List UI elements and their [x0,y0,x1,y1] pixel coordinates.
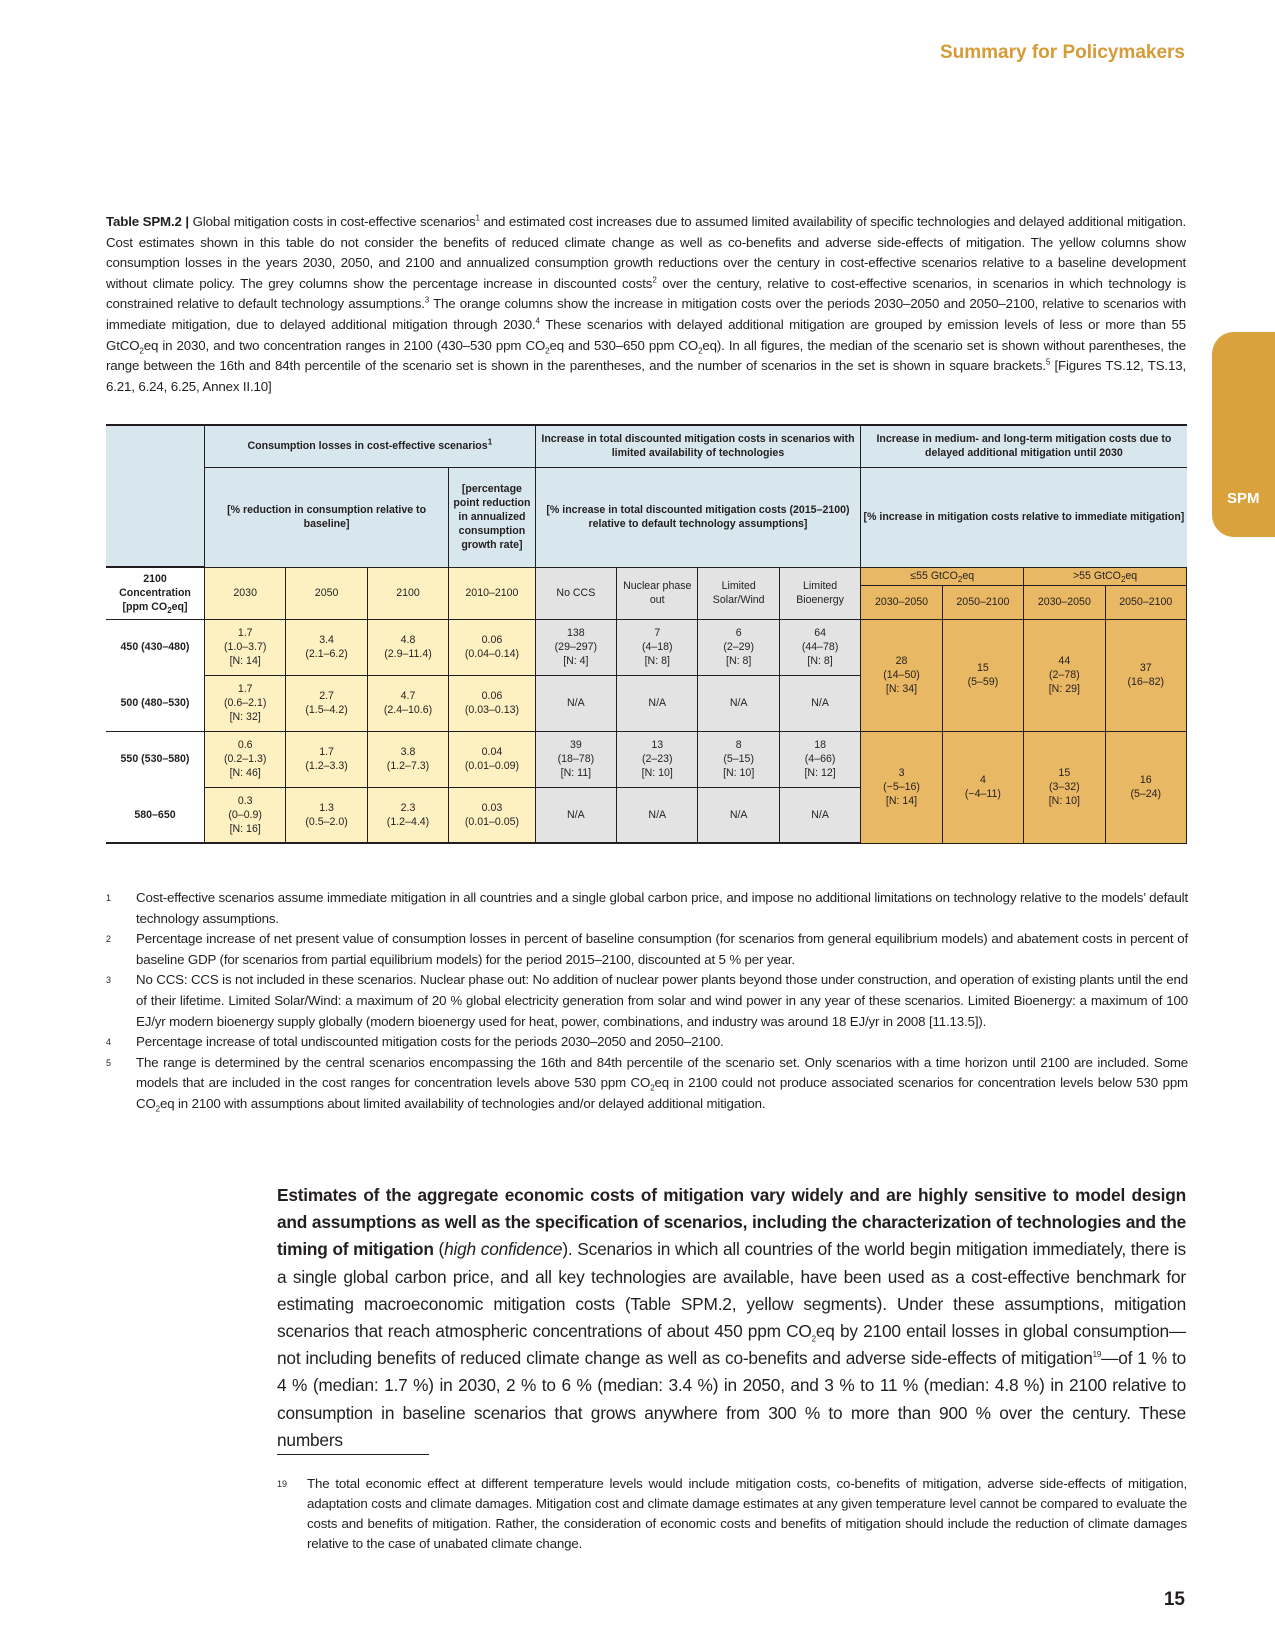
spm-tab-label: SPM [1227,490,1260,507]
footnote-text: Percentage increase of net present value of consumption losses in percent of baseline consumption (for scenarios from general equilibrium models) and abatement costs in percent of baseline GDP (for scenarios from partial equilibrium models) for the period 2015–2100, discounted at 5 % per year. [136,931,1188,967]
cell-2100: 4.8 (2.9–11.4) [367,619,448,675]
cell-2100: 2.3 (1.2–4.4) [367,787,448,843]
col-solar-wind: Limited Solar/Wind [698,567,779,619]
cell-solar-wind: 6 (2–29) [N: 8] [698,619,779,675]
group-text: >55 GtCO [1072,570,1121,582]
body-text: ). Scenarios in which all countries of the world begin mitigation immediately, there is a single global carbon price, and all key technologies are available, have been used as a cost-effective benchmark for estimating macroeconomic mitigation costs (Table SPM.2, yellow segments). Under these assumptions, mitigation scenarios that reach atmospheric concentrations of about 450 ppm CO [277,1239,1186,1342]
cell-2050: 1.3 (0.5–2.0) [286,787,367,843]
cell-2030: 1.7 (0.6–2.1) [N: 32] [204,675,285,731]
footnote-number: 2 [106,934,111,945]
page-footnote [277,1474,1187,1554]
footnote-number: 19 [277,1479,288,1489]
subheader-growth: [percentage point reduction in annualized consumption growth rate] [449,467,535,567]
cell-bioenergy: 64 (44–78) [N: 8] [779,619,860,675]
caption-label: Table SPM.2 | [106,214,189,229]
cell-solar-wind: N/A [698,787,779,843]
concentration-header [106,567,204,619]
row-label: 450 (430–480) [106,619,204,675]
cell-delay-high-2030-2050: 44 (2–78) [N: 29] [1024,619,1105,731]
cell-delay-low-2050-2100: 15 (5–59) [942,619,1023,731]
body-bold-lead: Estimates of the aggregate economic costs of mitigation vary widely and are highly sensitive to model design and assumptions as well as the specification of scenarios, including the characterization of technologies and the timing of mitigation [277,1185,1186,1260]
col-2010-2100: 2010–2100 [449,567,535,619]
cell-2050: 2.7 (1.5–4.2) [286,675,367,731]
cell-delay-high-2050-2100: 37 (16–82) [1105,619,1186,731]
header-consumption-group [204,425,535,467]
cell-no-ccs: 138 (29–297) [N: 4] [535,619,616,675]
cell-no-ccs: N/A [535,787,616,843]
footnote-text: eq in 2100 with assumptions about limited availability of technologies and/or delayed additional mitigation. [159,1095,766,1111]
caption-sub: 2 [139,346,144,356]
body-footnote-ref: 19 [1092,1350,1102,1360]
cell-growth: 0.06 (0.04–0.14) [449,619,535,675]
caption-sub: 2 [545,346,550,356]
cell-solar-wind: N/A [698,675,779,731]
footnote-sub: 2 [650,1084,655,1093]
body-italic: high confidence [444,1239,563,1260]
table-row [106,731,1187,787]
caption-sup: 3 [424,295,430,305]
footnote [106,1032,1188,1053]
cell-nuclear: N/A [617,675,698,731]
col-2100: 2100 [367,567,448,619]
cell-delay-low-2030-2050: 28 (14–50) [N: 34] [861,619,942,731]
mitigation-costs-table [106,424,1187,844]
cell-2100: 4.7 (2.4–10.6) [367,675,448,731]
body-sub: 2 [811,1334,816,1344]
cell-2050: 1.7 (1.2–3.3) [286,731,367,787]
table-row [106,619,1187,675]
cell-2100: 3.8 (1.2–7.3) [367,731,448,787]
body-text: —of 1 % to 4 % (median: 1.7 %) in 2030, 2 % to 6 % (median: 3.4 %) in 2050, and 3 % to 11 % (median: 4.8 %) in 2100 relative to consumption in baseline scenarios that grows anywhere from 300 % to more than 900 % over the century. These numbers [277,1348,1186,1450]
row-label: 500 (480–530) [106,675,204,731]
cell-nuclear: N/A [617,787,698,843]
concentration-text: eq] [171,601,188,614]
cell-2050: 3.4 (2.1–6.2) [286,619,367,675]
body-text: eq by 2100 entail losses in global consumption—not including benefits of reduced climate change as well as co-benefits and adverse side-effects of mitigation [277,1321,1186,1369]
cell-bioenergy: N/A [779,675,860,731]
footnote [106,970,1188,1032]
cell-growth: 0.03 (0.01–0.05) [449,787,535,843]
caption-text: eq in 2030, and two concentration ranges in 2100 (430–530 ppm CO [143,337,546,353]
header-technology-group: Increase in total discounted mitigation costs in scenarios with limited availability of technologies [535,425,861,467]
col-bioenergy: Limited Bioenergy [779,567,860,619]
caption-text: eq and 530–650 ppm CO [549,337,699,353]
footnote [106,1053,1188,1115]
group-sub: 2 [957,575,963,585]
footnote [106,929,1188,970]
subheader-consumption: [% reduction in consumption relative to baseline] [204,467,448,567]
footnote-sub: 2 [155,1104,160,1114]
cell-delay-high-2030-2050: 15 (3–32) [N: 10] [1024,731,1105,843]
subheader-technology: [% increase in total discounted mitigation costs (2015–2100) relative to default technology assumptions] [535,467,861,567]
cell-bioenergy: 18 (4–66) [N: 12] [779,731,860,787]
header-sup: 1 [487,437,493,447]
table-footnotes [106,888,1188,1115]
cell-nuclear: 13 (2–23) [N: 10] [617,731,698,787]
caption-sup: 4 [535,316,540,326]
footnote-number: 4 [106,1037,111,1048]
cell-nuclear: 7 (4–18) [N: 8] [617,619,698,675]
caption-text: over the century, relative to cost-effective scenarios, in scenarios in which technology is constrained relative to default technology assumptions. [106,275,1187,312]
footnote-number: 5 [106,1057,111,1068]
cell-2030: 1.7 (1.0–3.7) [N: 14] [204,619,285,675]
cell-delay-low-2050-2100: 4 (−4–11) [942,731,1023,843]
cell-2030: 0.6 (0.2–1.3) [N: 46] [204,731,285,787]
cell-delay-high-2050-2100: 16 (5–24) [1105,731,1186,843]
subheader-delay: [% increase in mitigation costs relative to immediate mitigation] [861,467,1187,567]
col-no-ccs: No CCS [535,567,616,619]
cell-growth: 0.06 (0.03–0.13) [449,675,535,731]
col-2050: 2050 [286,567,367,619]
footnote-text: Cost-effective scenarios assume immediate mitigation in all countries and a single global carbon price, and impose no additional limitations on technology relative to the models’ default technology assumptions. [136,890,1188,926]
group-text: eq [1125,570,1138,582]
cell-growth: 0.04 (0.01–0.09) [449,731,535,787]
footnote-rule [277,1454,429,1455]
caption-sup: 1 [475,213,480,223]
caption-sup: 2 [652,275,657,285]
caption-sub: 2 [698,346,703,356]
footnote-number: 3 [106,975,111,986]
col-2030: 2030 [204,567,285,619]
concentration-text: 2100 Concentration [ppm CO [119,573,191,614]
col-nuclear: Nuclear phase out [617,567,698,619]
body-paragraph [277,1182,1186,1454]
group-text: eq [962,570,975,582]
group-text: ≤55 GtCO [910,570,958,582]
concentration-sub: 2 [167,606,172,616]
footnote-text: No CCS: CCS is not included in these scenarios. Nuclear phase out: No addition of nuclear power plants beyond those under construction, and operation of existing plants until the end of their lifetime. Limited Solar/Wind: a maximum of 20 % global electricity generation from solar and wind power in any year of these scenarios. Limited Bioenergy: a maximum of 100 EJ/yr modern bioenergy supply globally (modern bioenergy used for heat, power, combinations, and industry was around 18 EJ/yr in 2008 [11.13.5]). [136,972,1188,1029]
caption-sup: 5 [1045,357,1051,367]
footnote-text: The range is determined by the central scenarios encompassing the 16th and 84th percentile of the scenario set. Only scenarios with a time horizon until 2100 are included. Some models that are included in the cost ranges for concentration levels above 530 ppm CO [136,1054,1188,1091]
row-label: 580–650 [106,787,204,843]
cell-2030: 0.3 (0–0.9) [N: 16] [204,787,285,843]
col-group-low-emissions [861,567,1024,585]
cell-bioenergy: N/A [779,787,860,843]
col-low-2050-2100: 2050–2100 [942,585,1023,619]
page-number: 15 [1163,1589,1185,1610]
footnote-text: eq in 2100 could not produce associated scenarios for concentration levels below 530 ppm CO [136,1075,1188,1111]
footnote-number: 1 [106,893,111,903]
footnote-text: The total economic effect at different temperature levels would include mitigation costs, co-benefits of mitigation, adverse side-effects of mitigation, adaptation costs and climate damages. Mitigation cost and climate damage estimates at any given temperature level cannot be compared to evaluate the costs and benefits of mitigation. Rather, the consideration of economic costs and benefits of mitigation should include the reduction of climate damages relative to the case of unabated climate change. [307,1476,1187,1551]
spm-side-tab [1212,332,1275,537]
body-text: ( [433,1239,445,1260]
cell-delay-low-2030-2050: 3 (−5–16) [N: 14] [861,731,942,843]
col-low-2030-2050: 2030–2050 [861,585,942,619]
header-text: Consumption losses in cost-effective scenarios [247,440,488,453]
col-high-2030-2050: 2030–2050 [1024,585,1105,619]
col-group-high-emissions [1024,567,1187,585]
footnote [106,888,1188,929]
caption-text: Global mitigation costs in cost-effective scenarios [188,214,476,229]
group-sub: 2 [1120,575,1126,585]
caption-text: The orange columns show the increase in mitigation costs over the periods 2030–2050 and 2050–2100, relative to scenarios with immediate mitigation, due to delayed additional mitigation through 2030. [106,296,1187,332]
header-corner [106,425,204,567]
caption-text: eq). In all figures, the median of the scenario set is shown without parentheses, the range between the 16th and 84th percentile of the scenario set is shown in the parentheses, and the number of scenarios in the set is shown in square brackets. [106,337,1186,374]
header-delay-group: Increase in medium- and long-term mitigation costs due to delayed additional mitigation until 2030 [861,425,1187,467]
cell-no-ccs: 39 (18–78) [N: 11] [535,731,616,787]
cell-no-ccs: N/A [535,675,616,731]
table-caption [106,212,1186,397]
col-high-2050-2100: 2050–2100 [1105,585,1186,619]
cell-solar-wind: 8 (5–15) [N: 10] [698,731,779,787]
caption-text: These scenarios with delayed additional mitigation are grouped by emission levels of less or more than 55 GtCO [106,316,1186,353]
caption-text: [Figures TS.12, TS.13, 6.21, 6.24, 6.25, Annex II.10] [106,358,1186,394]
row-label: 550 (530–580) [106,731,204,787]
running-head: Summary for Policymakers [939,42,1185,63]
caption-text: and estimated cost increases due to assumed limited availability of specific technologies and delayed additional mitigation. Cost estimates shown in this table do not consider the benefits of reduced climate change as well as co-benefits and adverse side-effects of mitigation. The yellow columns show consumption losses in the years 2030, 2050, and 2100 and annualized consumption growth reductions over the century in cost-effective scenarios relative to a baseline development without climate policy. The grey columns show the percentage increase in discounted costs [106,214,1186,291]
footnote-text: Percentage increase of total undiscounted mitigation costs for the periods 2030–2050 and 2050–2100. [136,1034,724,1050]
